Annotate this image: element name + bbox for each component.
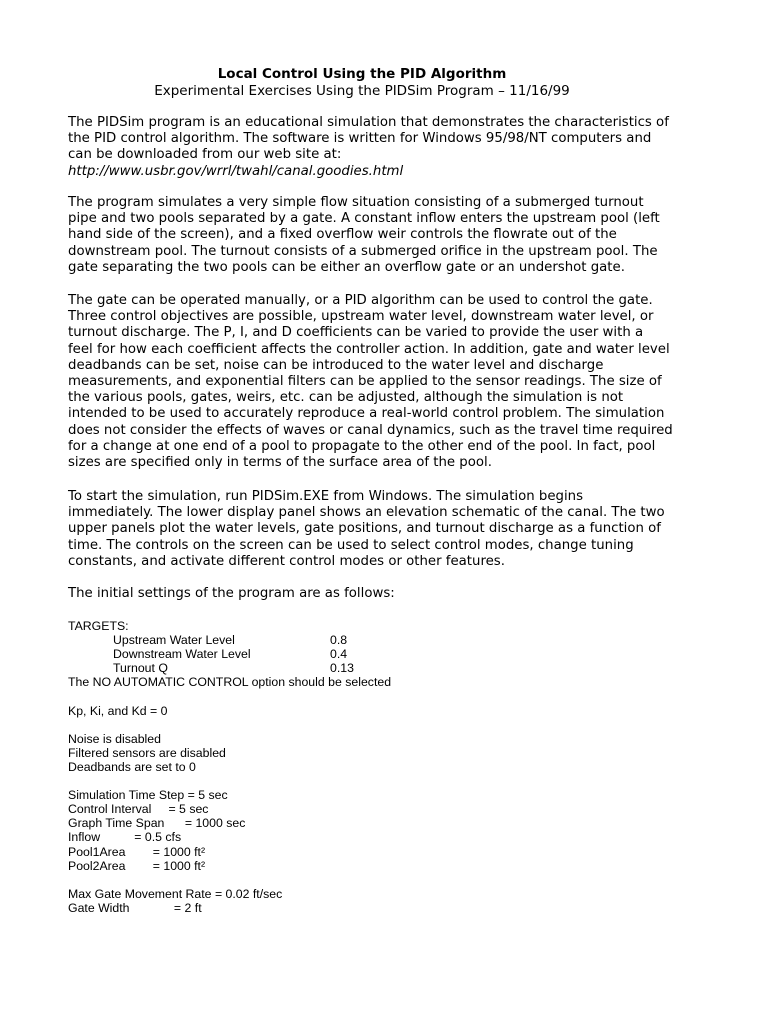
initial-settings-intro [68, 586, 708, 602]
text-line: deadbands can be set, noise can be introduced to the water level and discharge [68, 357, 604, 373]
settings-list [68, 619, 688, 915]
target-label: Turnout Q [113, 661, 168, 676]
intro-paragraph [68, 115, 708, 180]
document-subtitle: Experimental Exercises Using the PIDSim Program – 11/16/99 [154, 83, 570, 99]
gate-setting: Gate Width = 2 ft [68, 900, 202, 915]
sensor-setting: Deadbands are set to 0 [68, 759, 196, 774]
text-line: pipe and two pools separated by a gate. A constant inflow enters the upstream pool (left [68, 211, 660, 227]
text-line: The program simulates a very simple flow situation consisting of a submerged turnout [68, 195, 644, 210]
simulation-setting: Simulation Time Step = 5 sec [68, 788, 228, 803]
target-row [68, 647, 688, 661]
no-automatic-control-note: The NO AUTOMATIC CONTROL option should be selected [68, 675, 392, 690]
targets-heading: TARGETS: [68, 619, 129, 633]
spacer [68, 774, 688, 788]
k-coefficients: Kp, Ki, and Kd = 0 [68, 703, 168, 718]
download-url: http://www.usbr.gov/wrrl/twahl/canal.goodies.html [68, 163, 404, 179]
spacer [68, 689, 688, 703]
text-line: the various pools, gates, weirs, etc. can be adjusted, although the simulation is not [68, 390, 624, 406]
simulation-setting: Pool1Area = 1000 ft² [68, 844, 206, 859]
text-line: The PIDSim program is an educational simulation that demonstrates the characteristics of [68, 115, 669, 130]
target-label: Downstream Water Level [113, 647, 251, 662]
text-line: immediately. The lower display panel shows an elevation schematic of the canal. The two [68, 505, 665, 521]
sensor-setting: Filtered sensors are disabled [68, 745, 226, 760]
text-line: does not consider the effects of waves or canal dynamics, such as the travel time required [68, 422, 673, 438]
simulation-setting: Graph Time Span = 1000 sec [68, 816, 246, 831]
text-line: downstream pool. The turnout consists of a submerged orifice in the upstream pool. The [68, 243, 658, 259]
text-line: constants, and activate different control modes or other features. [68, 553, 505, 569]
target-value: 0.8 [330, 633, 348, 648]
text-line: Three control objectives are possible, upstream water level, downstream water level, or [68, 309, 654, 325]
text-line: upper panels plot the water levels, gate positions, and turnout discharge as a function of [68, 521, 661, 537]
gate-control-paragraph [68, 293, 708, 471]
simulation-setting: Control Interval = 5 sec [68, 802, 209, 817]
text-line: can be downloaded from our web site at: [68, 147, 342, 163]
text-line: the PID control algorithm. The software is written for Windows 95/98/NT computers and [68, 131, 652, 147]
target-row [68, 633, 688, 647]
target-value: 0.13 [330, 661, 354, 676]
simulation-setting: Pool2Area = 1000 ft² [68, 858, 206, 873]
gate-setting: Max Gate Movement Rate = 0.02 ft/sec [68, 886, 283, 901]
start-paragraph [68, 489, 708, 570]
text-line: sizes are specified only in terms of the surface area of the pool. [68, 455, 492, 471]
document-title: Local Control Using the PID Algorithm [217, 66, 507, 82]
text-line: The initial settings of the program are as follows: [68, 586, 395, 601]
simulation-paragraph [68, 195, 708, 276]
spacer [68, 873, 688, 887]
text-line: measurements, and exponential filters can be applied to the sensor readings. The size of [68, 374, 662, 390]
text-line: intended to be used to accurately reproduce a real-world control problem. The simulation [68, 406, 665, 422]
target-row [68, 661, 688, 675]
target-value: 0.4 [330, 647, 348, 662]
sensor-setting: Noise is disabled [68, 731, 161, 746]
text-line: The gate can be operated manually, or a PID algorithm can be used to control the gate. [68, 293, 653, 308]
text-line: time. The controls on the screen can be used to select control modes, change tuning [68, 537, 634, 553]
spacer [68, 718, 688, 732]
target-label: Upstream Water Level [113, 633, 235, 648]
text-line: gate separating the two pools can be either an overflow gate or an undershot gate. [68, 259, 625, 275]
simulation-setting: Inflow = 0.5 cfs [68, 830, 182, 845]
text-line: feel for how each coefficient affects the controller action. In addition, gate and water level [68, 341, 670, 357]
text-line: for a change at one end of a pool to propagate to the other end of the pool. In fact, pool [68, 438, 656, 454]
text-line: hand side of the screen), and a fixed overflow weir controls the flowrate out of the [68, 227, 617, 243]
text-line: turnout discharge. The P, I, and D coefficients can be varied to provide the user with a [68, 325, 644, 341]
text-line: To start the simulation, run PIDSim.EXE from Windows. The simulation begins [68, 489, 584, 504]
